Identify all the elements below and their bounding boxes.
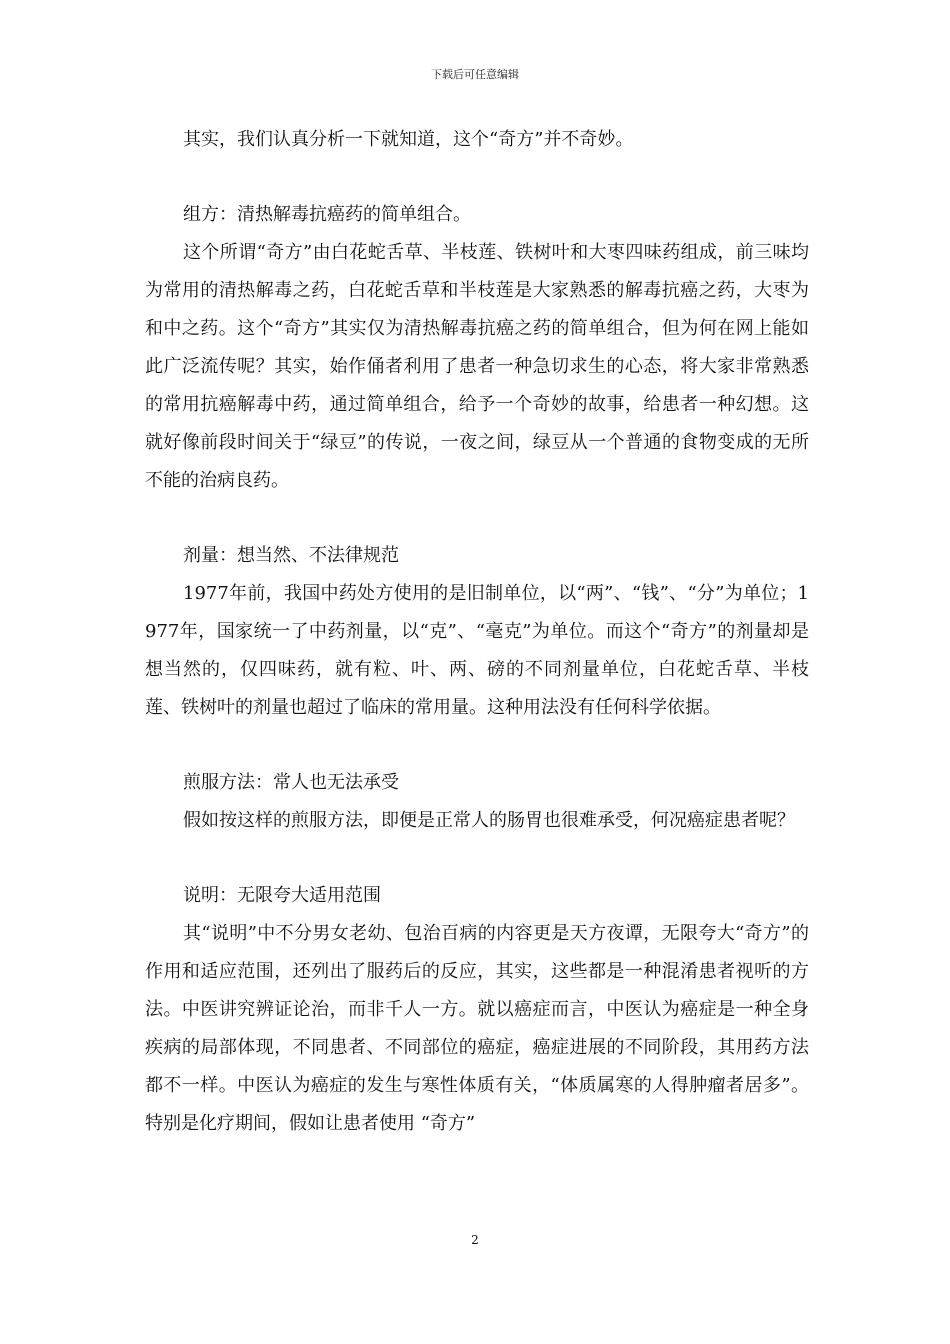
section-paragraph-formula: 这个所谓“奇方”由白花蛇舌草、半枝莲、铁树叶和大枣四味药组成，前三味均为常用的清热解毒之药，白花蛇舌草和半枝莲是大家熟悉的解毒抗癌之药，大枣为和中之药。这个“奇方”其实仅为清热解毒抗癌之药的简单组合，但为何在网上能如此广泛流传呢？其实，始作俑者利用了患者一种急切求生的心态，将大家非常熟悉的常用抗癌解毒中药，通过简单组合，给予一个奇妙的故事，给患者一种幻想。这就好像前段时间关于“绿豆”的传说，一夜之间，绿豆从一个普通的食物变成的无所不能的治病良药。 <box>145 242 809 491</box>
page-header: 下载后可任意编辑 <box>431 68 519 81</box>
section-heading-instructions: 说明：无限夸大适用范围 <box>183 885 381 906</box>
section-paragraph-dosage: 1977年前，我国中药处方使用的是旧制单位，以“两”、“钱”、“分”为单位；1977年，国家统一了中药剂量，以“克”、“毫克”为单位。而这个“奇方”的剂量却是想当然的，仅四味药，就有粒、叶、两、磅的不同剂量单位，白花蛇舌草、半枝莲、铁树叶的剂量也超过了临床的常用量。这种用法没有任何科学依据。 <box>145 583 809 718</box>
section-heading-formula: 组方：清热解毒抗癌药的简单组合。 <box>183 204 471 225</box>
section-gap <box>145 500 809 537</box>
section-heading-decoction: 煎服方法：常人也无法承受 <box>183 772 399 793</box>
page-number: 2 <box>471 1233 479 1247</box>
section-heading-dosage: 剂量：想当然、不法律规范 <box>183 545 399 566</box>
section-gap <box>145 840 809 877</box>
section-gap <box>145 727 809 764</box>
document-body <box>145 121 809 1143</box>
intro-paragraph: 其实，我们认真分析一下就知道，这个“奇方”并不奇妙。 <box>183 129 634 150</box>
section-paragraph-decoction: 假如按这样的煎服方法，即便是正常人的肠胃也很难承受，何况癌症患者呢？ <box>183 810 795 831</box>
section-paragraph-instructions: 其“说明”中不分男女老幼、包治百病的内容更是天方夜谭，无限夸大“奇方”的作用和适应范围，还列出了服药后的反应，其实，这些都是一种混淆患者视听的方法。中医讲究辨证论治，而非千人一方。就以癌症而言，中医认为癌症是一种全身疾病的局部体现，不同患者、不同部位的癌症，癌症进展的不同阶段，其用药方法都不一样。中医认为癌症的发生与寒性体质有关，“体质属寒的人得肿瘤者居多”。特别是化疗期间，假如让患者使用 “奇方” <box>145 923 809 1134</box>
section-gap <box>145 159 809 196</box>
